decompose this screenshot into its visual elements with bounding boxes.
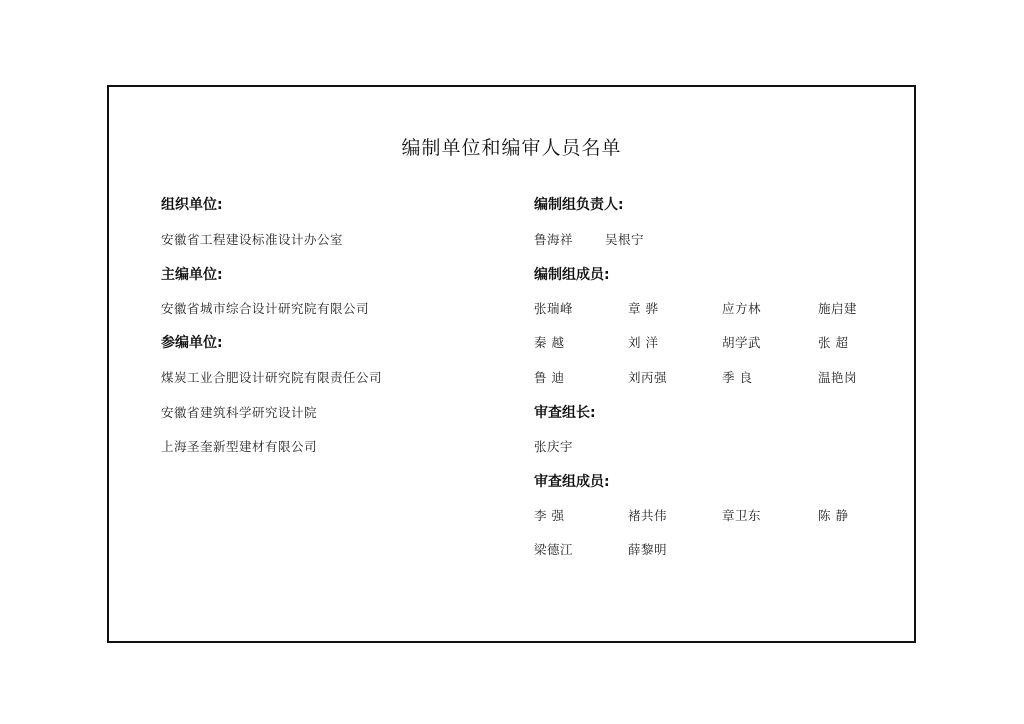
member-name: 施启建	[818, 301, 858, 316]
participant-unit-item: 上海圣奎新型建材有限公司	[161, 439, 318, 454]
review-member-name: 李 强	[534, 508, 565, 523]
review-member-name: 薛黎明	[628, 542, 668, 557]
leader-heading: 编制组负责人:	[534, 197, 624, 213]
member-name: 季 良	[722, 370, 753, 385]
page-title: 编制单位和编审人员名单	[401, 137, 622, 159]
review-member-name: 陈 静	[818, 508, 849, 523]
member-name: 应方林	[722, 301, 762, 316]
member-name: 温艳岗	[818, 370, 858, 385]
review-leader-name: 张庆宇	[534, 439, 574, 454]
member-name: 张 超	[818, 335, 849, 350]
member-name: 胡学武	[722, 335, 762, 350]
member-name: 鲁 迪	[534, 370, 565, 385]
member-name: 刘 洋	[628, 335, 659, 350]
org-unit-heading: 组织单位:	[161, 197, 223, 213]
member-name: 刘丙强	[628, 370, 668, 385]
chief-unit-heading: 主编单位:	[161, 267, 223, 283]
org-unit-value: 安徽省工程建设标准设计办公室	[161, 232, 344, 247]
leader-name: 吴根宁	[605, 232, 645, 247]
chief-unit-value: 安徽省城市综合设计研究院有限公司	[161, 301, 370, 316]
participant-unit-item: 安徽省建筑科学研究设计院	[161, 405, 318, 420]
review-leader-heading: 审查组长:	[534, 405, 596, 421]
review-member-name: 梁德江	[534, 542, 574, 557]
review-member-name: 褚共伟	[628, 508, 668, 523]
participant-unit-item: 煤炭工业合肥设计研究院有限责任公司	[161, 370, 383, 385]
member-name: 章 骅	[628, 301, 659, 316]
leader-name: 鲁海祥	[534, 232, 574, 247]
participant-unit-heading: 参编单位:	[161, 335, 223, 351]
review-member-name: 章卫东	[722, 508, 762, 523]
member-name: 秦 越	[534, 335, 565, 350]
members-heading: 编制组成员:	[534, 267, 610, 283]
review-members-heading: 审查组成员:	[534, 474, 610, 490]
document-frame	[107, 85, 916, 643]
member-name: 张瑞峰	[534, 301, 574, 316]
